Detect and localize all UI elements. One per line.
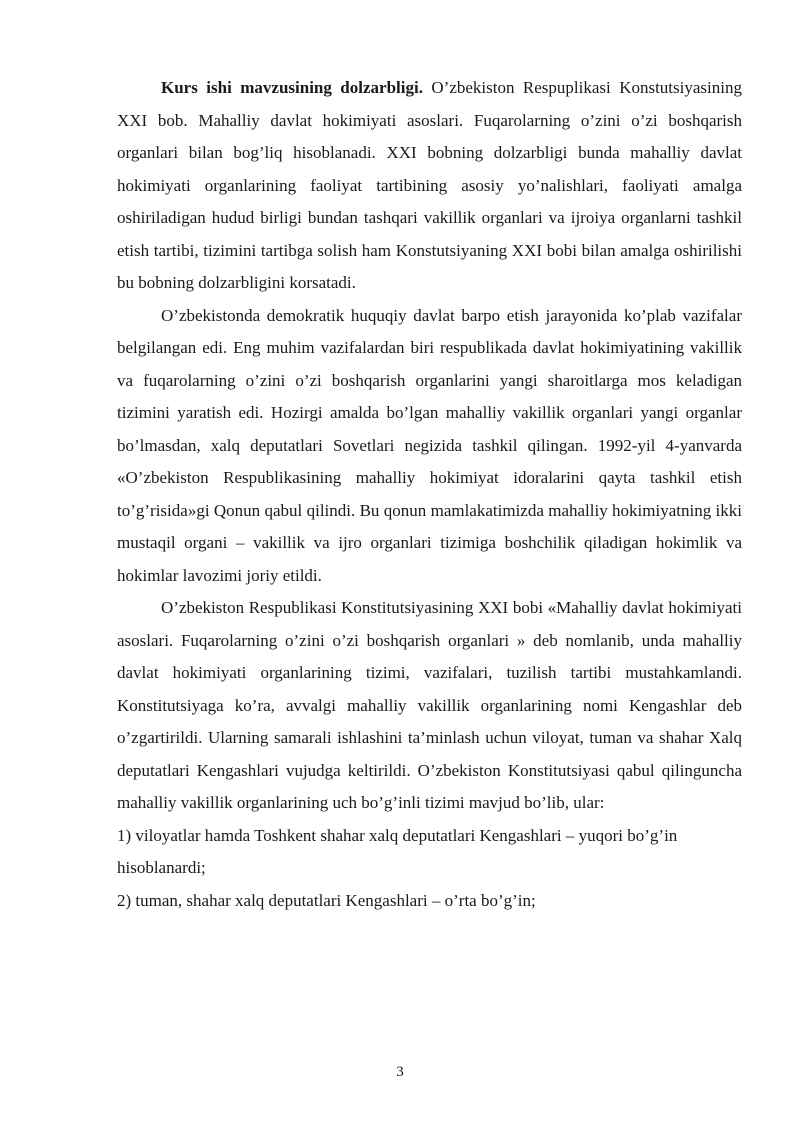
paragraph-lead-heading: Kurs ishi mavzusining dolzarbligi. [161, 78, 423, 97]
paragraph-relevance [117, 72, 742, 300]
paragraph-text: O’zbekiston Respuplikasi Konstutsiyasining XXI bob. Mahalliy davlat hokimiyati asoslari. Fuqarolarning o’zini o’zi boshqarish organlari bilan bog’liq hisoblanadi. XXI bobning dolzarbligi bunda mahalliy davlat hokimiyati organlarining faoliyat tartibining asosiy yo’nalishlari, faoliyati amalga oshiriladigan hudud birligi bundan tashqari vakillik organlari va ijroiya organlarni tashkil etish tartibi, tizimini tartibga solish ham Konstutsiyaning XXI bobi bilan amalga oshirilishi bu bobning dolzarbligini korsatadi. [117, 78, 742, 292]
paragraph-democratic-state: O’zbekistonda demokratik huquqiy davlat barpo etish jarayonida ko’plab vazifalar belgilangan edi. Eng muhim vazifalardan biri respublikada davlat hokimiyatining vakillik va fuqarolarning o’zini o’zi boshqarish organlarini yangi sharoitlarga mos keladigan tizimini yaratish edi. Hozirgi amalda bo’lgan mahalliy vakillik organlari yangi organlar bo’lmasdan, xalq deputatlari Sovetlari negizida tashkil qilingan. 1992-yil 4-yanvarda «O’zbekiston Respublikasining mahalliy hokimiyat idoralarini qayta tashkil etish to’g’risida»gi Qonun qabul qilindi. Bu qonun mamlakatimizda mahalliy hokimiyatning ikki mustaqil organi – vakillik va ijro organlari tizimiga boshchilik qiladigan hokimlik va hokimlar lavozimi joriy etildi. [117, 305, 742, 585]
paragraph-constitution-chapter: O’zbekiston Respublikasi Konstitutsiyasining XXI bobi «Mahalliy davlat hokimiyati asoslari. Fuqarolarning o’zini o’zi boshqarish organlari » deb nomlanib, unda mahalliy davlat hokimiyati organlarining tizimi, vazifalari, tuzilish tartibi mustahkamlandi. Konstitutsiyaga ko’ra, avvalgi mahalliy vakillik organlarining nomi Kengashlar deb o’zgartirildi. Ularning samarali ishlashini ta’minlash uchun viloyat, tuman va shahar Xalq deputatlari Kengashlari vujudga keltirildi. O’zbekiston Konstitutsiyasi qabul qilinguncha mahalliy vakillik organlarining uch bo’g’inli tizimi mavjud bo’lib, ular: [117, 598, 742, 812]
list-item-middle-tier: 2) tuman, shahar xalq deputatlari Kengashlari – o’rta bo’g’in; [117, 890, 536, 910]
page-number: 3 [396, 1064, 404, 1080]
document-body [117, 72, 742, 917]
list-item-upper-tier: 1) viloyatlar hamda Toshkent shahar xalq deputatlari Kengashlari – yuqori bo’g’in hisoblanardi; [117, 825, 678, 877]
